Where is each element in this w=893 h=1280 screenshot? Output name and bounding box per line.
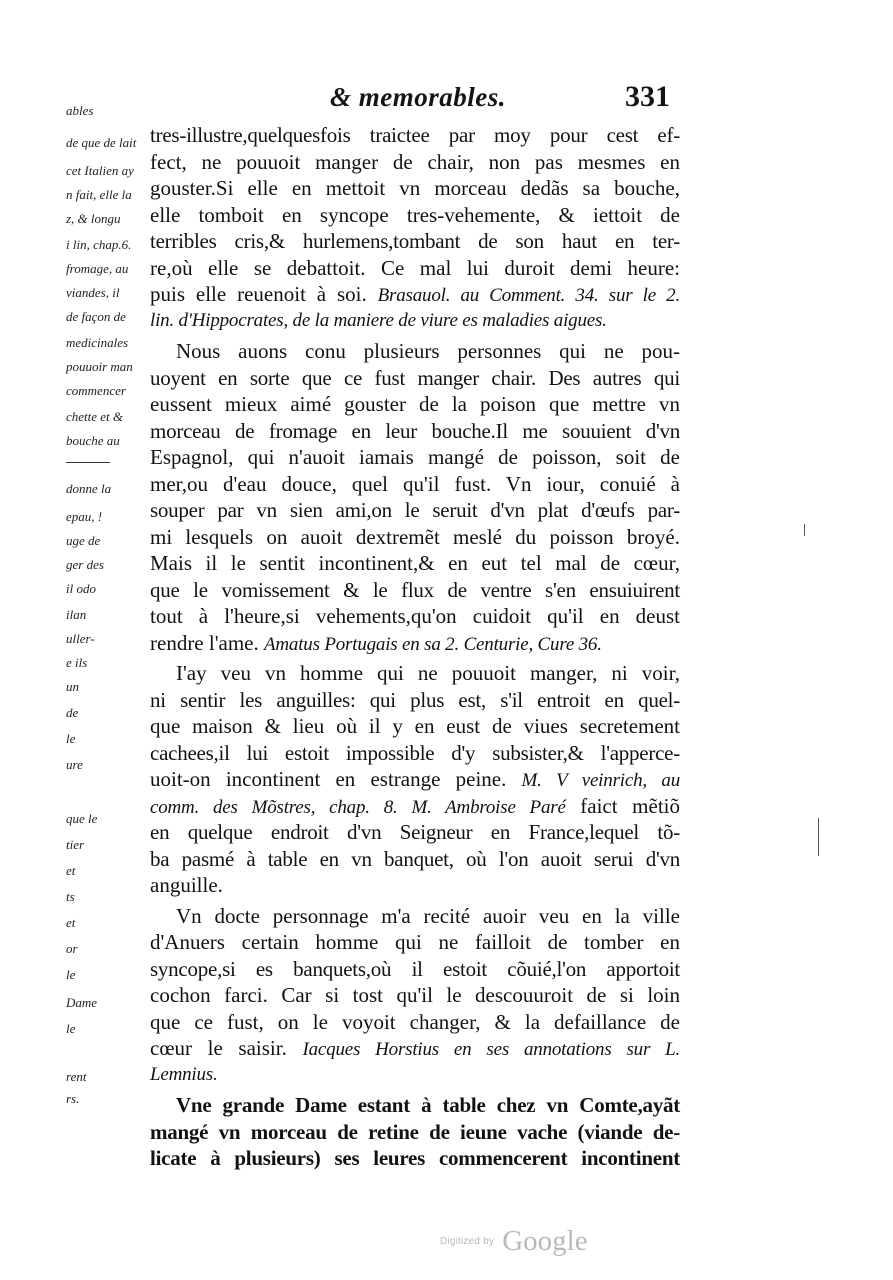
margin-fragment: ger des [66, 557, 104, 572]
margin-fragment: cet Italien ay [66, 163, 134, 178]
text-line: que maison & lieu où il y en eust de viues secretement [150, 714, 680, 738]
margin-fragment: uge de [66, 533, 101, 548]
margin-fragment: pouuoir man [66, 359, 133, 374]
margin-fragment: donne la [66, 481, 112, 496]
margin-fragment: et [66, 863, 76, 878]
text-line: que ce fust, on le voyoit changer, & la defaillance de [150, 1009, 680, 1034]
text-line: licate à plusieurs) ses leures commencerent incontinent [150, 1146, 680, 1170]
text-line-with-citation [150, 766, 680, 793]
digitized-by-watermark [440, 1225, 588, 1255]
digitized-label: Digitized by [440, 1236, 495, 1247]
margin-fragment: commencer [66, 383, 126, 398]
text-line: Espagnol, qui n'auoit iamais mangé de poisson, soit de [150, 445, 680, 469]
text-line: mangé vn morceau de retine de ieune vache (viande de- [150, 1119, 680, 1144]
text-fragment: puis elle reuenoit à soi. [150, 282, 378, 306]
margin-rule [66, 462, 110, 463]
text-line: en quelque endroit d'vn Seigneur en France,lequel tõ- [150, 820, 680, 844]
margin-fragment: rs. [66, 1091, 80, 1106]
margin-fragment: de [66, 705, 79, 720]
margin-fragment: ts [66, 889, 75, 904]
text-line: syncope,si es banquets,où il estoit cõuié,l'on apportoit [150, 956, 680, 981]
text-line: mi lesquels on auoit dextremẽt meslé du poisson broyé. [150, 524, 680, 549]
citation: Iacques Horstius en ses annotations sur L. [302, 1039, 681, 1060]
margin-fragment: fromage, au [66, 261, 129, 276]
margin-fragment: medicinales [66, 335, 129, 350]
text-fragment: rendre l'ame. [150, 630, 264, 655]
text-line: Mais il le sentit incontinent,& en eut tel mal de cœur, [150, 551, 680, 575]
citation: comm. des Mõstres, chap. 8. M. Ambroise Paré [150, 796, 566, 818]
margin-fragment: ure [66, 757, 83, 772]
text-line: eussent mieux aimé gouster de la poison que mettre vn [150, 392, 680, 416]
text-line: ba pasmé à table en vn banquet, où l'on auoit serui d'vn [150, 846, 680, 871]
margin-fragment: le [66, 1021, 76, 1036]
running-title: & memorables. [330, 82, 506, 112]
running-header [330, 80, 670, 116]
text-line: terribles cris,& hurlemens,tombant de son haut en ter- [150, 229, 680, 253]
margin-mark [818, 818, 819, 856]
margin-mark [804, 524, 805, 536]
text-line: anguille. [150, 873, 223, 897]
paragraph-start: Nous auons conu plusieurs personnes qui ne pou- [176, 339, 680, 363]
margin-fragment: epau, ! [66, 509, 103, 524]
margin-fragment: un [66, 679, 79, 694]
text-line: d'Anuers certain homme qui ne failloit de tomber en [150, 930, 680, 954]
text-line: mer,ou d'eau douce, quel qu'il fust. Vn iour, conuié à [150, 471, 680, 496]
paragraph-start: I'ay veu vn homme qui ne pouuoit manger, ni voir, [176, 661, 680, 685]
margin-fragment: rent [66, 1069, 87, 1084]
margin-fragment: de façon de [66, 309, 126, 324]
margin-fragment: tier [66, 837, 85, 852]
text-line: souper par vn sien ami,on le seruit d'vn plat d'œufs par- [150, 498, 680, 522]
margin-fragment: et [66, 915, 76, 930]
text-line: uoyent en sorte que ce fust manger chair. Des autres qui [150, 365, 680, 390]
margin-fragment: le [66, 731, 76, 746]
text-line: elle tomboit en syncope tres-vehemente, & iettoit de [150, 202, 680, 227]
text-line: que le vomissement & le flux de ventre s'en ensuiuirent [150, 577, 680, 602]
text-line: tout à l'heure,si vehements,qu'on cuidoit qu'il en deust [150, 604, 680, 628]
text-line-with-citation [150, 793, 680, 820]
text-line: morceau de fromage en leur bouche.Il me souuient d'vn [150, 418, 680, 443]
margin-fragment: le [66, 967, 76, 982]
text-line: re,où elle se debattoit. Ce mal lui duroit demi heure: [150, 255, 680, 280]
citation-line: lin. d'Hippocrates, de la maniere de viure es maladies aigues. [150, 309, 607, 331]
margin-fragment: z, & longu [66, 211, 121, 226]
text-line: ni sentir les anguilles: qui plus est, s'il entroit en quel- [150, 687, 680, 712]
margin-fragment: ables [66, 103, 94, 118]
margin-fragment: or [66, 941, 78, 956]
main-text [150, 122, 680, 1172]
citation-line: Lemnius. [150, 1063, 218, 1085]
page-number: 331 [625, 80, 670, 113]
margin-fragment: ilan [66, 607, 87, 622]
citation: M. V veinrich, au [521, 770, 680, 791]
paragraph-start: Vn docte personnage m'a recité auoir veu en la ville [176, 903, 680, 928]
margin-fragment: i lin, chap.6. [66, 237, 132, 252]
text-line-with-citation [150, 630, 680, 657]
margin-fragment: n fait, elle la [66, 187, 132, 202]
margin-fragment: e ils [66, 655, 88, 670]
text-fragment: faict mẽtiõ [565, 793, 680, 818]
margin-fragment: de que de lait [66, 135, 137, 150]
margin-fragment: bouche au [66, 433, 120, 448]
text-fragment: cœur le saisir. [150, 1036, 303, 1060]
text-line: cochon farci. Car si tost qu'il le descouuroit de si loin [150, 983, 680, 1007]
text-line: gouster.Si elle en mettoit vn morceau dedãs sa bouche, [150, 176, 680, 200]
citation: Amatus Portugais en sa 2. Centurie, Cure 36. [263, 633, 602, 655]
google-logo: Google [502, 1225, 588, 1257]
text-line: cachees,il lui estoit impossible d'y subsister,& l'apperce- [150, 740, 680, 765]
margin-fragment: chette et & [66, 409, 124, 424]
margin-fragment: il odo [66, 581, 96, 596]
text-line: fect, ne pouuoit manger de chair, non pas mesmes en [150, 149, 680, 174]
text-line-with-citation [150, 281, 680, 308]
margin-fragment: que le [66, 811, 98, 826]
text-fragment: uoit-on incontinent en estrange peine. [150, 767, 522, 791]
citation: Brasauol. au Comment. 34. sur le 2. [377, 285, 680, 306]
text-line: tres-illustre,quelquesfois traictee par moy pour cest ef- [150, 123, 680, 147]
text-line-with-citation [150, 1035, 680, 1062]
paragraph-start: Vne grande Dame estant à table chez vn Comte,ayãt [176, 1093, 680, 1117]
margin-fragment: uller- [66, 631, 95, 646]
margin-fragment: viandes, il [66, 285, 120, 300]
margin-fragment: Dame [66, 995, 98, 1010]
